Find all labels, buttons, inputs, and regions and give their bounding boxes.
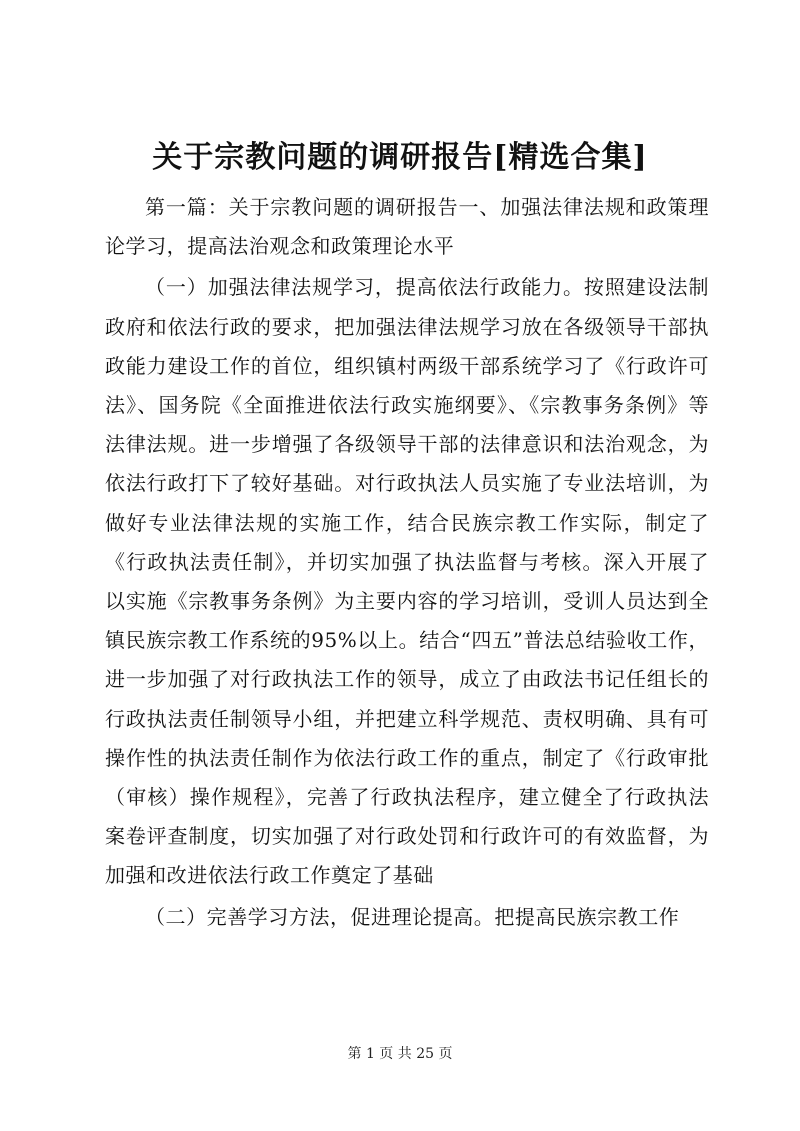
page-number: 第 1 页 共 25 页	[347, 1046, 453, 1062]
document-body	[105, 188, 709, 937]
paragraph-section-1: （一）加强法律法规学习，提高依法行政能力。按照建设法制政府和依法行政的要求，把加强法律法规学习放在各级领导干部执政能力建设工作的首位，组织镇村两级干部系统学习了《行政许可法》、国务院《全面推进依法行政实施纲要》、《宗教事务条例》等法律法规。进一步增强了各级领导干部的法律意识和法治观念，为依法行政打下了较好基础。对行政执法人员实施了专业法培训，为做好专业法律法规的实施工作，结合民族宗教工作实际，制定了《行政执法责任制》，并切实加强了执法监督与考核。深入开展了以实施《宗教事务条例》为主要内容的学习培训，受训人员达到全镇民族宗教工作系统的95%以上。结合“四五”普法总结验收工作，进一步加强了对行政执法工作的领导，成立了由政法书记任组长的行政执法责任制领导小组，并把建立科学规范、责权明确、具有可操作性的执法责任制作为依法行政工作的重点，制定了《行政审批（审核）操作规程》，完善了行政执法程序，建立健全了行政执法案卷评查制度，切实加强了对行政处罚和行政许可的有效监督，为加强和改进依法行政工作奠定了基础	[105, 275, 709, 888]
paragraph-section-2: （二）完善学习方法，促进理论提高。把提高民族宗教工作	[145, 904, 680, 929]
document-title: 关于宗教问题的调研报告[精选合集]	[152, 140, 648, 175]
paragraph-intro: 第一篇：关于宗教问题的调研报告一、加强法律法规和政策理论学习，提高法治观念和政策理论水平	[105, 195, 709, 259]
